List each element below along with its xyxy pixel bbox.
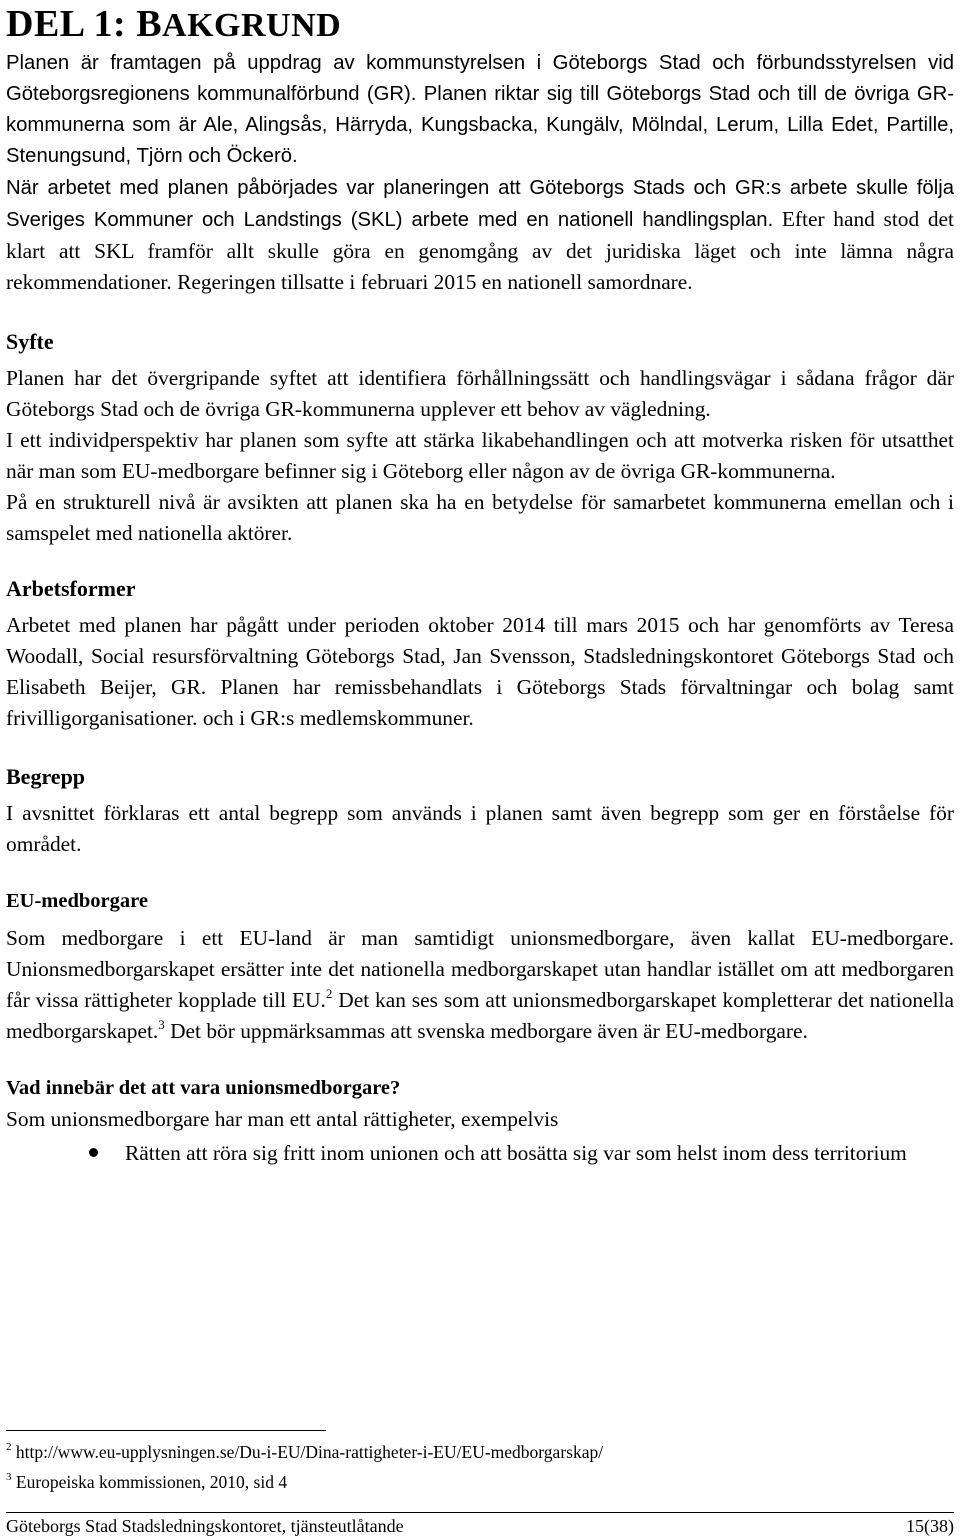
document-page — [6, 0, 954, 1171]
footnote-link[interactable]: http://www.eu-upplysningen.se/Du-i-EU/Dina-rattigheter-i-EU/EU-medborgarskap/ — [15, 1442, 604, 1462]
section-heading-begrepp: Begrepp — [6, 764, 86, 789]
arbetsformer-paragraph: Arbetet med planen har pågått under perioden oktober 2014 till mars 2015 och har genomförts av Teresa Woodall, Social resursförvaltning Göteborgs Stad, Jan Svensson, Stadsledningskontoret Göteborgs Stad och Elisabeth Beijer, GR. Planen har remissbehandlats i Göteborgs Stads förvaltningar och bolag samt frivilligorganisationer. och i GR:s medlemskommuner. — [6, 613, 954, 730]
intro-paragraph-2 — [6, 172, 954, 298]
heading-first: DEL 1: B — [6, 3, 163, 45]
page-footer — [6, 1514, 954, 1538]
footer-source: Göteborgs Stad Stadsledningskontoret, tjänsteutlåtande — [6, 1516, 404, 1536]
syfte-paragraph-3: På en strukturell nivå är avsikten att planen ska ha en betydelse för samarbetet kommunerna emellan och i samspelet med nationella aktörer. — [6, 490, 954, 545]
footnote-separator — [6, 1430, 326, 1431]
eu-text-1: Som medborgare i ett EU-land är man samtidigt unionsmedborgare, även kallat EU-medborgare. Unionsmedborgarskapet ersätter inte det nationella medborgarskapet utan handlar istället om att medborgaren får vissa rättigheter kopplade till EU. — [6, 926, 954, 1012]
syfte-paragraph-1: Planen har det övergripande syftet att identifiera förhållningssätt och handlingsvägar i sådana frågor där Göteborgs Stad och de övriga GR-kommunerna upplever ett behov av vägledning. — [6, 366, 954, 421]
footnotes — [6, 1437, 603, 1497]
list-item — [6, 1135, 954, 1171]
rights-list — [6, 1135, 954, 1171]
eu-text-3: Det bör uppmärksammas att svenska medborgare även är EU-medborgare. — [164, 1019, 808, 1043]
intro-p2-serif: Efter hand stod det klart att SKL framför allt skulle göra en genomgång av det juridiska läget och inte lämna några rekommendationer. Regeringen tillsatte i februari 2015 en nationell samordnare. — [6, 207, 954, 294]
chapter-heading — [6, 0, 954, 48]
section-heading-arbetsformer: Arbetsformer — [6, 576, 136, 601]
footer-separator — [6, 1512, 954, 1513]
footnote-ref-2: 2 — [325, 986, 333, 1001]
section-heading-eu-medborgare: EU-medborgare — [6, 890, 148, 912]
footnote-text: Europeiska kommissionen, 2010, sid 4 — [15, 1472, 288, 1492]
intro-p2-sans: När arbetet med planen påbörjades var planeringen att Göteborgs Stads och GR:s arbete skulle följa Sveriges Kommuner och Landstings (SKL) arbete med en nationell handlingsplan. — [6, 177, 954, 231]
vad-paragraph: Som unionsmedborgare har man ett antal rättigheter, exempelvis — [6, 1107, 559, 1131]
footnote-number: 2 — [6, 1441, 12, 1453]
syfte-paragraph-2: I ett individperspektiv har planen som syfte att stärka likabehandlingen och att motverka risken för utsatthet när man som EU-medborgare befinner sig i Göteborg eller någon av de övriga GR-kommunerna. — [6, 428, 954, 483]
begrepp-paragraph: I avsnittet förklaras ett antal begrepp som används i planen samt även begrepp som ger en förståelse för området. — [6, 801, 954, 856]
eu-paragraph — [6, 923, 954, 1047]
intro-paragraph-1: Planen är framtagen på uppdrag av kommunstyrelsen i Göteborgs Stad och förbundsstyrelsen vid Göteborgsregionens kommunalförbund (GR). Planen riktar sig till Göteborgs Stad och till de övriga GR-kommunerna som är Ale, Alingsås, Härryda, Kungsbacka, Kungälv, Mölndal, Lerum, Lilla Edet, Partille, Stenungsund, Tjörn och Öckerö. — [6, 52, 954, 167]
section-heading-vad-innebar: Vad innebär det att vara unionsmedborgare? — [6, 1077, 401, 1099]
heading-rest: AKGRUND — [162, 7, 342, 44]
list-item-text: Rätten att röra sig fritt inom unionen och att bosätta sig var som helst inom dess territorium — [125, 1141, 907, 1165]
footnote-3 — [6, 1467, 603, 1497]
section-heading-syfte: Syfte — [6, 329, 54, 354]
footnote-number: 3 — [6, 1471, 12, 1483]
eu-text-2: Det kan ses som att unionsmedborgarskapet kompletterar det nationella medborgarskapet. — [6, 988, 954, 1043]
footnote-ref-3: 3 — [158, 1017, 165, 1032]
footnote-2 — [6, 1437, 603, 1467]
page-number: 15(38) — [906, 1516, 954, 1536]
bullet-icon — [89, 1148, 98, 1157]
